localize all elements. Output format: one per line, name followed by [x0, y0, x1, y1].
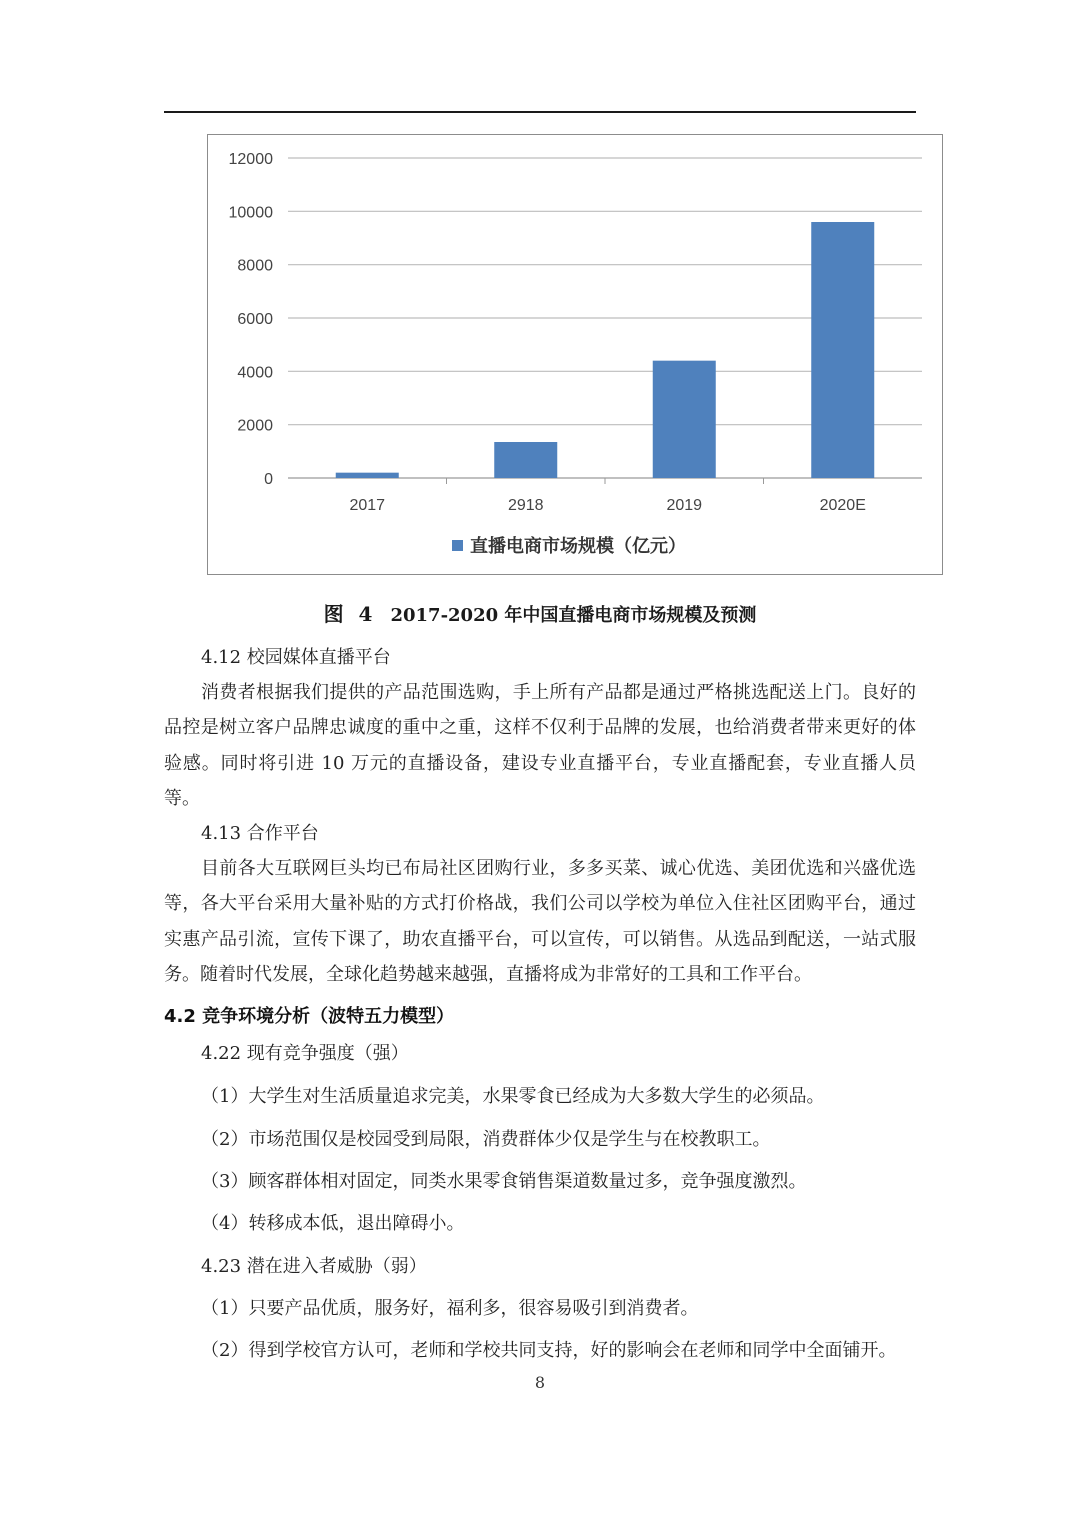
x-tick-label: 2918	[507, 497, 544, 514]
section-heading-4-2: 4.2 竞争环境分析（波特五力模型）	[164, 1006, 455, 1027]
paragraph-4-13: 目前各大互联网巨头均已布局社区团购行业，多多买菜、诚心优选、美团优选和兴盛优选等，各大平台采用大量补贴的方式打价格战，我们公司以学校为单位入住社区团购平台，通过实惠产品引流，宣传下课了，助农直播平台，可以宣传，可以销售。从选品到配送，一站式服务。随着时代发展，全球化趋势越来越强，直播将成为非常好的工具和工作平台。	[164, 858, 916, 985]
list-item: （4）转移成本低，退出障碍小。	[201, 1213, 465, 1234]
bar	[336, 473, 399, 478]
list-item: （1）只要产品优质，服务好，福利多，很容易吸引到消费者。	[201, 1298, 699, 1319]
subsection-heading-4-23: 4.23 潜在进入者威胁（弱）	[201, 1256, 427, 1277]
y-tick-label: 4000	[237, 364, 273, 382]
figure-caption-text: 2017-2020 年中国直播电商市场规模及预测	[390, 605, 757, 626]
list-item: （2）得到学校官方认可，老师和学校共同支持，好的影响会在老师和同学中全面铺开。	[201, 1340, 897, 1361]
legend-swatch	[452, 540, 463, 551]
paragraph-4-12: 消费者根据我们提供的产品范围选购，手上所有产品都是通过严格挑选配送上门。良好的品控是树立客户品牌忠诚度的重中之重，这样不仅利于品牌的发展，也给消费者带来更好的体验感。同时将引进 10 万元的直播设备，建设专业直播平台，专业直播配套，专业直播人员等。	[164, 682, 916, 809]
header-rule	[164, 111, 916, 113]
list-item: （1）大学生对生活质量追求完美，水果零食已经成为大多数大学生的必须品。	[201, 1086, 825, 1107]
section-heading-4-13: 4.13 合作平台	[201, 823, 319, 844]
bar	[653, 361, 716, 478]
list-item: （2）市场范围仅是校园受到局限，消费群体少仅是学生与在校教职工。	[201, 1129, 771, 1150]
list-item: （3）顾客群体相对固定，同类水果零食销售渠道数量过多，竞争强度激烈。	[201, 1171, 807, 1192]
y-tick-label: 8000	[237, 257, 273, 275]
x-tick-label: 2020E	[819, 497, 866, 514]
y-tick-label: 6000	[237, 311, 273, 328]
bar	[494, 442, 557, 478]
page-number: 8	[534, 1373, 546, 1392]
y-tick-label: 12000	[228, 151, 273, 168]
figure-label: 图 4	[323, 602, 377, 626]
subsection-heading-4-22: 4.22 现有竞争强度（强）	[201, 1043, 409, 1064]
legend-label: 直播电商市场规模（亿元）	[470, 536, 686, 557]
y-tick-label: 0	[264, 471, 273, 488]
figure-caption	[0, 598, 1080, 627]
y-tick-label: 2000	[237, 417, 273, 435]
bar-chart	[208, 135, 944, 576]
y-tick-label: 10000	[228, 204, 273, 222]
bar	[811, 222, 874, 478]
x-tick-label: 2017	[349, 497, 386, 514]
section-heading-4-12: 4.12 校园媒体直播平台	[201, 647, 391, 668]
x-tick-label: 2019	[666, 497, 703, 514]
chart-frame	[207, 134, 943, 575]
